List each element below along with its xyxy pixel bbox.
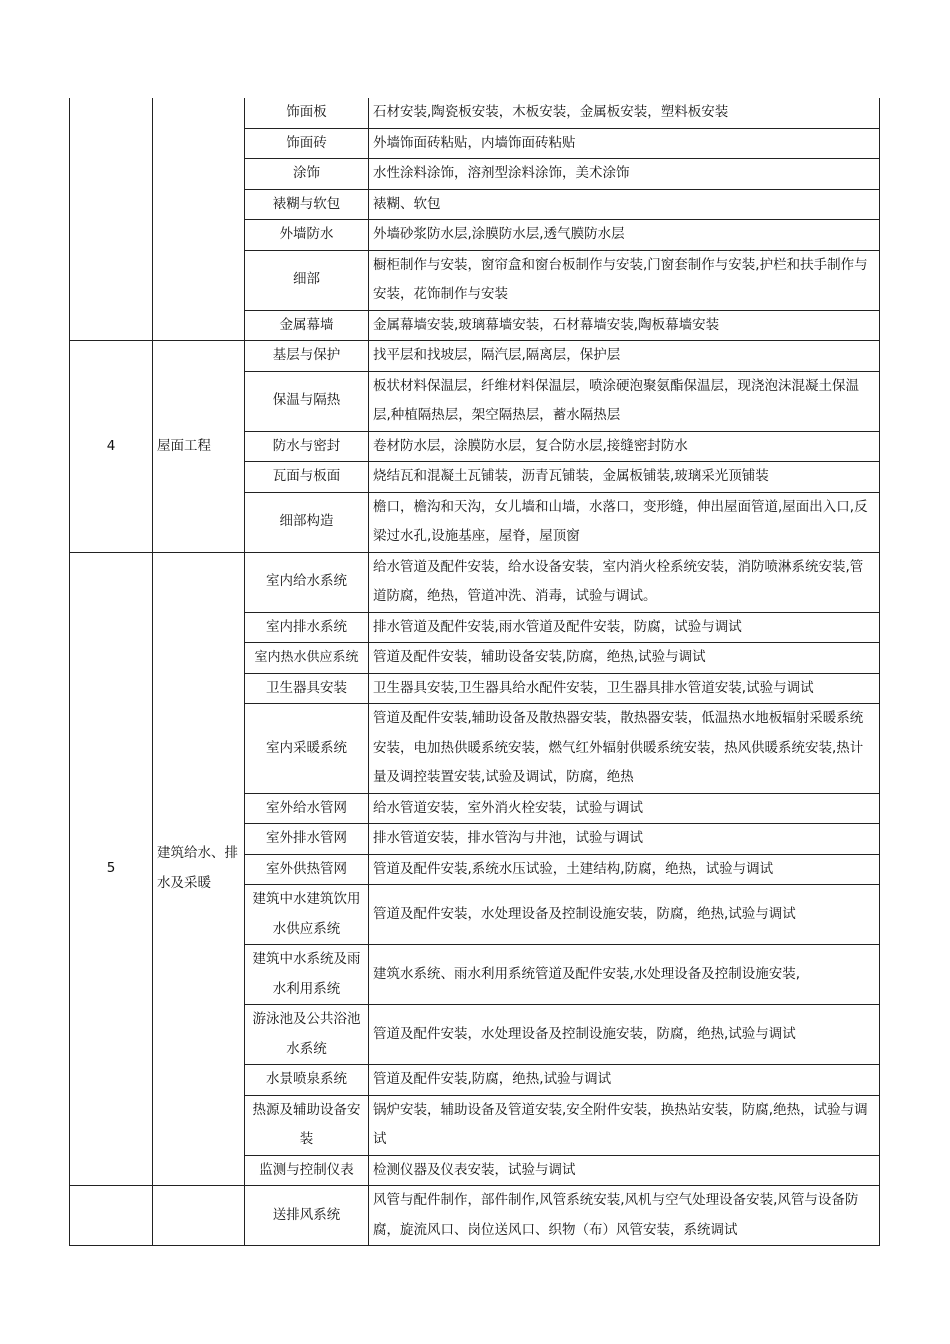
subitem-cell: 室内热水供应系统 bbox=[245, 643, 369, 674]
items-cell: 石材安装,陶瓷板安装，木板安装，金属板安装，塑料板安装 bbox=[369, 98, 880, 128]
items-cell: 管道及配件安装,系统水压试验，土建结构,防腐，绝热，试验与调试 bbox=[369, 854, 880, 885]
construction-spec-table bbox=[69, 98, 880, 1246]
items-cell: 金属幕墙安装,玻璃幕墙安装，石材幕墙安装,陶板幕墙安装 bbox=[369, 310, 880, 341]
subitem-cell: 水景喷泉系统 bbox=[245, 1065, 369, 1096]
subitem-cell: 饰面砖 bbox=[245, 128, 369, 159]
group-number-cell bbox=[70, 98, 153, 341]
group-name-cell bbox=[153, 1186, 245, 1246]
subitem-cell: 送排风系统 bbox=[245, 1186, 369, 1246]
subitem-cell: 室内采暖系统 bbox=[245, 704, 369, 794]
items-cell: 风管与配件制作，部件制作,风管系统安装,风机与空气处理设备安装,风管与设备防腐，旋流风口、岗位送风口、织物（布）风管安装，系统调试 bbox=[369, 1186, 880, 1246]
subitem-cell: 监测与控制仪表 bbox=[245, 1155, 369, 1186]
table-row bbox=[70, 552, 880, 612]
subitem-cell: 室外供热管网 bbox=[245, 854, 369, 885]
subitem-cell: 涂饰 bbox=[245, 159, 369, 190]
items-cell: 管道及配件安装，辅助设备安装,防腐，绝热,试验与调试 bbox=[369, 643, 880, 674]
subitem-cell: 室内排水系统 bbox=[245, 612, 369, 643]
group-name-cell bbox=[153, 98, 245, 341]
items-cell: 建筑水系统、雨水利用系统管道及配件安装,水处理设备及控制设施安装, bbox=[369, 945, 880, 1005]
group-name-cell: 屋面工程 bbox=[153, 341, 245, 553]
items-cell: 锅炉安装，辅助设备及管道安装,安全附件安装，换热站安装，防腐,绝热，试验与调试 bbox=[369, 1095, 880, 1155]
items-cell: 外墙砂浆防水层,涂膜防水层,透气膜防水层 bbox=[369, 220, 880, 251]
items-cell: 水性涂料涂饰，溶剂型涂料涂饰，美术涂饰 bbox=[369, 159, 880, 190]
items-cell: 外墙饰面砖粘贴，内墙饰面砖粘贴 bbox=[369, 128, 880, 159]
subitem-cell: 细部 bbox=[245, 250, 369, 310]
table-row bbox=[70, 341, 880, 372]
subitem-cell: 保温与隔热 bbox=[245, 371, 369, 431]
subitem-cell: 卫生器具安装 bbox=[245, 673, 369, 704]
group-number-cell: 4 bbox=[70, 341, 153, 553]
table-row bbox=[70, 98, 880, 128]
subitem-cell: 室外给水管网 bbox=[245, 793, 369, 824]
subitem-cell: 室内给水系统 bbox=[245, 552, 369, 612]
subitem-cell: 建筑中水系统及雨水利用系统 bbox=[245, 945, 369, 1005]
items-cell: 烧结瓦和混凝土瓦铺装，沥青瓦铺装，金属板铺装,玻璃采光顶铺装 bbox=[369, 462, 880, 493]
subitem-cell: 细部构造 bbox=[245, 492, 369, 552]
subitem-cell: 瓦面与板面 bbox=[245, 462, 369, 493]
group-number-cell: 5 bbox=[70, 552, 153, 1186]
items-cell: 给水管道安装，室外消火栓安装，试验与调试 bbox=[369, 793, 880, 824]
items-cell: 管道及配件安装,辅助设备及散热器安装，散热器安装，低温热水地板辐射采暖系统安装，电加热供暖系统安装，燃气红外辐射供暖系统安装，热风供暖系统安装,热计量及调控装置安装,试验及调试，防腐，绝热 bbox=[369, 704, 880, 794]
items-cell: 橱柜制作与安装，窗帘盒和窗台板制作与安装,门窗套制作与安装,护栏和扶手制作与安装，花饰制作与安装 bbox=[369, 250, 880, 310]
items-cell: 卷材防水层，涂膜防水层，复合防水层,接缝密封防水 bbox=[369, 431, 880, 462]
subitem-cell: 室外排水管网 bbox=[245, 824, 369, 855]
subitem-cell: 外墙防水 bbox=[245, 220, 369, 251]
subitem-cell: 防水与密封 bbox=[245, 431, 369, 462]
subitem-cell: 游泳池及公共浴池水系统 bbox=[245, 1005, 369, 1065]
items-cell: 裱糊、软包 bbox=[369, 189, 880, 220]
items-cell: 管道及配件安装，水处理设备及控制设施安装，防腐，绝热,试验与调试 bbox=[369, 885, 880, 945]
subitem-cell: 金属幕墙 bbox=[245, 310, 369, 341]
subitem-cell: 基层与保护 bbox=[245, 341, 369, 372]
items-cell: 找平层和找坡层，隔汽层,隔离层，保护层 bbox=[369, 341, 880, 372]
items-cell: 板状材料保温层，纤维材料保温层，喷涂硬泡聚氨酯保温层，现浇泡沫混凝土保温层,种植隔热层，架空隔热层，蓄水隔热层 bbox=[369, 371, 880, 431]
items-cell: 卫生器具安装,卫生器具给水配件安装，卫生器具排水管道安装,试验与调试 bbox=[369, 673, 880, 704]
items-cell: 排水管道及配件安装,雨水管道及配件安装，防腐，试验与调试 bbox=[369, 612, 880, 643]
group-number-cell bbox=[70, 1186, 153, 1246]
group-name-cell: 建筑给水、排水及采暖 bbox=[153, 552, 245, 1186]
items-cell: 给水管道及配件安装，给水设备安装，室内消火栓系统安装，消防喷淋系统安装,管道防腐，绝热，管道冲洗、消毒，试验与调试。 bbox=[369, 552, 880, 612]
items-cell: 检测仪器及仪表安装，试验与调试 bbox=[369, 1155, 880, 1186]
items-cell: 檐口，檐沟和天沟，女儿墙和山墙，水落口，变形缝，伸出屋面管道,屋面出入口,反梁过水孔,设施基座，屋脊，屋顶窗 bbox=[369, 492, 880, 552]
items-cell: 管道及配件安装，水处理设备及控制设施安装，防腐，绝热,试验与调试 bbox=[369, 1005, 880, 1065]
subitem-cell: 饰面板 bbox=[245, 98, 369, 128]
table-row bbox=[70, 1186, 880, 1246]
items-cell: 排水管道安装，排水管沟与井池，试验与调试 bbox=[369, 824, 880, 855]
subitem-cell: 裱糊与软包 bbox=[245, 189, 369, 220]
subitem-cell: 建筑中水建筑饮用水供应系统 bbox=[245, 885, 369, 945]
items-cell: 管道及配件安装,防腐，绝热,试验与调试 bbox=[369, 1065, 880, 1096]
subitem-cell: 热源及辅助设备安装 bbox=[245, 1095, 369, 1155]
